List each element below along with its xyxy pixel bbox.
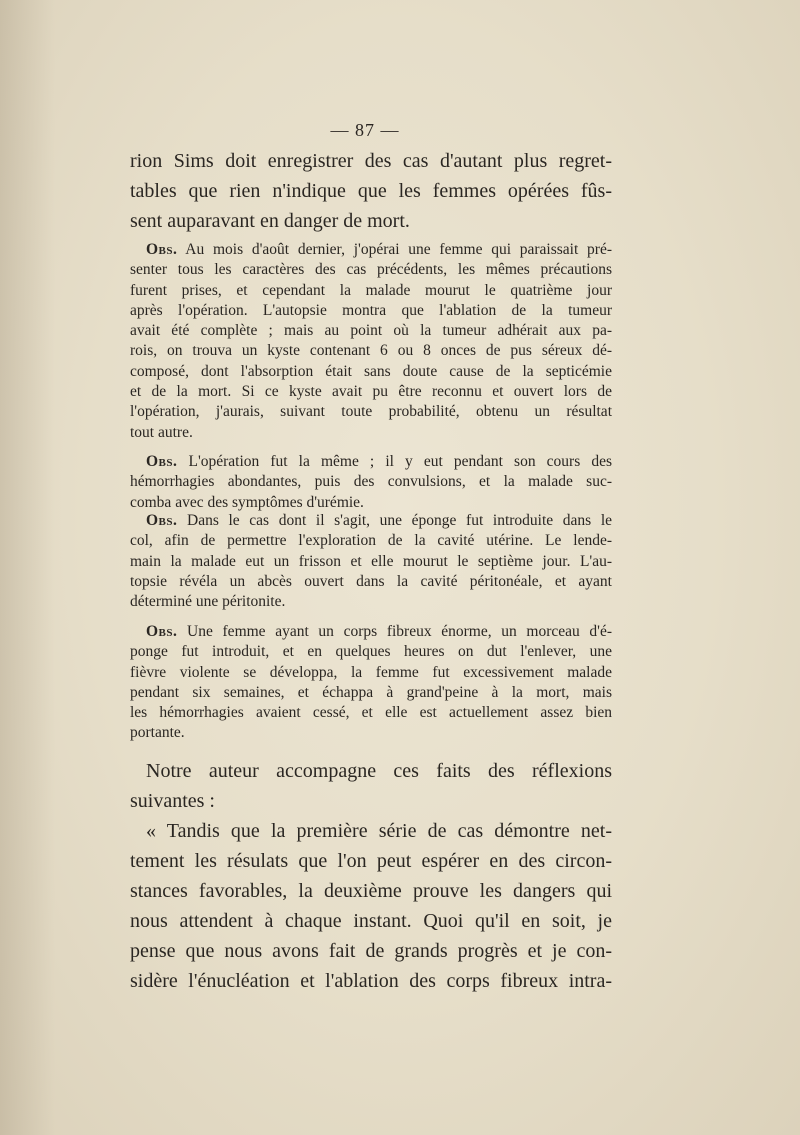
observation-label: Obs.	[146, 241, 178, 258]
observation-2	[130, 452, 612, 513]
observation-4	[130, 622, 612, 744]
text-line: nous attendent à chaque instant. Quoi qu'il en soit, je	[130, 910, 612, 932]
text-line	[130, 511, 612, 531]
text-line-body: Au mois d'août dernier, j'opérai une femme qui paraissait pré-	[185, 241, 612, 258]
observation-label: Obs.	[146, 512, 178, 529]
text-line: sent auparavant en danger de mort.	[130, 210, 410, 232]
text-line-body: L'opération fut la même ; il y eut pendant son cours des	[188, 453, 612, 470]
text-line: main la malade eut un frisson et elle mourut le septième jour. L'au-	[130, 552, 612, 570]
text-line: portante.	[130, 724, 185, 742]
text-line: pendant six semaines, et échappa à grand'peine à la mort, mais	[130, 683, 612, 701]
text-line: senter tous les caractères des cas précédents, les mêmes précautions	[130, 261, 612, 279]
observation-1	[130, 240, 612, 443]
text-line: stances favorables, la deuxième prouve les dangers qui	[130, 880, 612, 902]
text-line: col, afin de permettre l'exploration de la cavité utérine. Le lende-	[130, 532, 612, 550]
opening-paragraph	[130, 146, 612, 236]
closing-paragraph	[130, 756, 612, 996]
text-line: avait été complète ; mais au point où la tumeur adhérait aux pa-	[130, 322, 612, 340]
text-line: rion Sims doit enregistrer des cas d'autant plus regret-	[130, 150, 612, 172]
text-line: ponge fut introduit, et en quelques heures on dut l'enlever, une	[130, 643, 612, 661]
text-line: Notre auteur accompagne ces faits des réflexions	[146, 760, 612, 782]
text-line	[130, 622, 612, 642]
text-line: tout autre.	[130, 423, 193, 441]
text-line	[130, 240, 612, 260]
text-line-body: Une femme ayant un corps fibreux énorme, un morceau d'é-	[187, 623, 612, 640]
text-line: sidère l'énucléation et l'ablation des corps fibreux intra-	[130, 970, 612, 992]
text-line: pense que nous avons fait de grands progrès et je con-	[130, 940, 612, 962]
text-line: composé, dont l'absorption était sans doute cause de la septicémie	[130, 362, 612, 380]
text-line: topsie révéla un abcès ouvert dans la cavité péritonéale, et ayant	[130, 572, 612, 590]
page-number: — 87 —	[330, 120, 400, 140]
text-line: « Tandis que la première série de cas démontre net-	[146, 820, 612, 842]
text-line: rois, on trouva un kyste contenant 6 ou 8 onces de pus séreux dé-	[130, 342, 612, 360]
text-line-body: Dans le cas dont il s'agit, une éponge fut introduite dans le	[187, 512, 612, 529]
text-line: les hémorrhagies avaient cessé, et elle est actuellement assez bien	[130, 704, 612, 722]
text-line: l'opération, j'aurais, suivant toute probabilité, obtenu un résultat	[130, 403, 612, 421]
text-line: furent prises, et cependant la malade mourut le quatrième jour	[130, 281, 612, 299]
text-line: fièvre violente se développa, la femme fut excessivement malade	[130, 663, 612, 681]
text-line: tables que rien n'indique que les femmes opérées fûs-	[130, 180, 612, 202]
text-line: hémorrhagies abondantes, puis des convulsions, et la malade suc-	[130, 473, 612, 491]
text-line: et de la mort. Si ce kyste avait pu être reconnu et ouvert lors de	[130, 383, 612, 401]
text-line: déterminé une péritonite.	[130, 593, 286, 611]
text-line: comba avec des symptômes d'urémie.	[130, 493, 364, 511]
observation-3	[130, 511, 612, 612]
observation-label: Obs.	[146, 623, 178, 640]
observation-label: Obs.	[146, 453, 178, 470]
text-line: après l'opération. L'autopsie montra que l'ablation de la tumeur	[130, 301, 612, 319]
text-line	[130, 452, 612, 472]
text-line: tement les résulats que l'on peut espérer en des circon-	[130, 850, 612, 872]
text-line: suivantes :	[130, 790, 215, 812]
